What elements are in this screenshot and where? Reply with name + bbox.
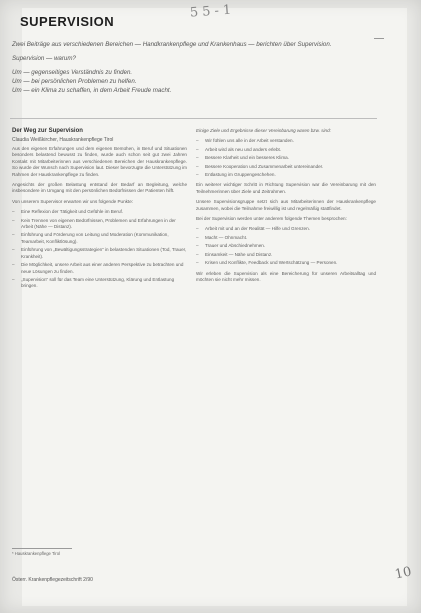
page-footer: Österr. Krankenpflegezeitschrift 2/90 (12, 577, 93, 583)
paragraph: Bei der Supervision werden unter anderem folgende Themen besprochen: (196, 216, 347, 222)
closing-paragraph: Wir erleben die Supervision als eine Bereicherung für unseren Arbeitsalltag und möchten sie nicht mehr missen. (196, 270, 376, 282)
list-item: – Trauer und Abschiednehmen. (196, 243, 266, 249)
author-line: Claudia Weißkircher, Hauskrankenpflege Tirol (12, 137, 114, 143)
paragraph: Ein weiterer wichtiger Schritt in Richtung Supervision war die Vereinbarung mit den Teilnehmerinnen über Ziele und Zeitrahmen. (196, 182, 376, 194)
list-item: – Eine Reflexion der Tätigkeit und Gefühle im Beruf. (12, 209, 124, 215)
list-item: – Die Möglichkeit, unsere Arbeit aus einer anderen Perspektive zu betrachten und neue Lösungen zu finden. (12, 262, 184, 274)
list-item: – „Supervision“ soll für das Team eine Unterstützung, Klärung und Entlastung bringen. (12, 276, 175, 289)
handwritten-page-number: 10 (393, 564, 413, 583)
list-item: – Macht — Ohnmacht. (196, 234, 248, 240)
paragraph: Angesichts der großen Belastung entstand der Bedarf an Begleitung, welche insbesondere im Umgang mit den persönlichen Bedürfnissen der Patienten hilft. (12, 182, 187, 194)
right-column (196, 128, 376, 287)
list-intro: Von unserem Supervisor erwarten wir uns folgende Punkte: (12, 198, 134, 204)
footnote: * Hauskrankenpflege Tirol (12, 551, 60, 556)
list-item: – Bessere Klarheit und ein besseres Klima. (196, 155, 290, 161)
page-title: SUPERVISION (20, 14, 115, 29)
list-item: – Einsamkeit — Nähe und Distanz. (196, 251, 273, 257)
list-item: – Kein Trennen von eigenen Bedürfnissen, Problemen und Erfahrungen in der Arbeit (Nähe — Distanz). (12, 217, 176, 230)
intro-line-4: Um — bei persönlichen Problemen zu helfen. (12, 78, 137, 85)
document-page (22, 8, 407, 606)
left-column (12, 128, 187, 294)
section-divider (10, 118, 377, 119)
list-item: – Wir fühlen uns alle in der Arbeit verstanden. (196, 138, 294, 144)
goals-list (196, 138, 376, 178)
divider (374, 38, 384, 39)
list-item: – Einführung von „Bewältigungsstrategien“ in belastenden Situationen (Tod, Trauer, Krankheit). (12, 247, 187, 259)
list-item: – Entlastung im Gruppengeschehen. (196, 172, 276, 178)
list-item: – Einführung und Förderung von Leitung und Moderation (Kommunikation, Teamarbeit, Konfliktlösung). (12, 232, 169, 244)
footnote-divider (12, 548, 72, 549)
intro-line-2: Supervision — warum? (12, 55, 76, 62)
intro-block (12, 40, 384, 95)
intro-line-5: Um — ein Klima zu schaffen, in dem Arbeit Freude macht. (12, 87, 172, 94)
paragraph: Aus den eigenen Erfahrungen und dem eigenen Bemühen, in Beruf und Situationen besonders belastend bewusst zu finden, wurde auch schon seit gut zwei Jahren Kontakt mit Mitarbeiterinnen aus verschiedenen Bereichen der Hauskrankenpflege. So wurde der Wunsch nach Supervision laut. Dieser bevorzugte die Unterstützung im Rahmen der Hauskrankenpflege zu finden. (12, 146, 187, 177)
list-item: – Arbeit mit und an der Realität — Hilfe und Grenzen. (196, 226, 310, 232)
intro-line-1: Zwei Beiträge aus verschiedenen Bereichen — Handkrankenpflege und Krankenhaus — berichten über Supervision. (12, 41, 332, 48)
handwritten-note: 55-1 (189, 2, 236, 21)
paragraph: Unsere Supervisionsgruppe setzt sich aus Mitarbeiterinnen der Hauskrankenpflege zusammen, wobei die Teilnahme freiwillig ist und regelmäßig stattfindet. (196, 199, 376, 211)
topics-list (196, 226, 376, 266)
list-item: – Krisen und Konflikte, Feedback und Wertschätzung — Personen. (196, 260, 338, 266)
section-title: Der Weg zur Supervision (12, 128, 83, 134)
list-item: – Arbeit wird als neu und anders erlebt. (196, 146, 282, 152)
expectations-list (12, 209, 187, 289)
goals-intro: Einige Ziele und Ergebnisse dieser Vereinbarung waren bzw. sind: (196, 128, 331, 133)
intro-line-3: Um — gegenseitiges Verständnis zu finden. (12, 69, 133, 76)
list-item: – Bessere Kooperation und Zusammenarbeit untereinander. (196, 163, 324, 169)
